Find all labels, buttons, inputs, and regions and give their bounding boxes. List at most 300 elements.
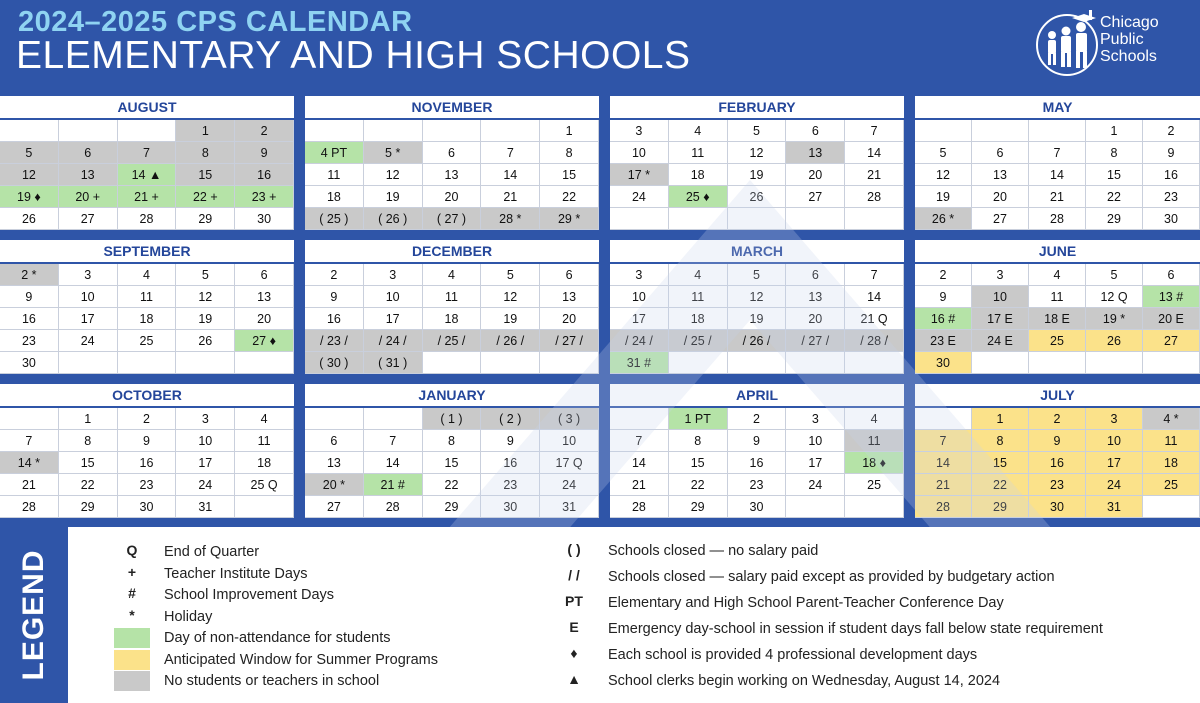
day-cell: 4 — [1029, 264, 1086, 286]
day-cell: 22 — [59, 474, 118, 496]
day-cell: 26 — [176, 330, 235, 352]
day-cell: 2 — [118, 408, 177, 430]
day-cell: 29 — [176, 208, 235, 230]
empty-cell — [0, 408, 59, 430]
day-cell: 26 — [1086, 330, 1143, 352]
legend-symbol: / / — [568, 567, 580, 583]
day-cell: 21 + — [118, 186, 177, 208]
day-cell: 30 — [1029, 496, 1086, 518]
day-cell: 15 — [176, 164, 235, 186]
day-cell: 3 — [610, 264, 669, 286]
month-header: MAY — [915, 96, 1200, 120]
logo-text-line: Chicago — [1100, 14, 1159, 31]
month-days — [610, 120, 904, 230]
day-cell: 17 Q — [540, 452, 599, 474]
day-cell: 16 — [481, 452, 540, 474]
day-cell: 4 — [423, 264, 482, 286]
day-cell: 12 — [176, 286, 235, 308]
day-cell: 4 — [235, 408, 294, 430]
day-cell: 21 — [610, 474, 669, 496]
day-cell: 13 — [540, 286, 599, 308]
day-cell: 24 — [59, 330, 118, 352]
day-cell: ( 26 ) — [364, 208, 423, 230]
day-cell: 7 — [845, 120, 904, 142]
day-cell: 20 E — [1143, 308, 1200, 330]
day-cell: 11 — [423, 286, 482, 308]
logo-text-line: Schools — [1100, 48, 1157, 65]
month-days — [305, 120, 599, 230]
day-cell: 9 — [1143, 142, 1200, 164]
day-cell: 27 — [972, 208, 1029, 230]
day-cell: 21 — [0, 474, 59, 496]
month-header: DECEMBER — [305, 240, 599, 264]
day-cell: 28 — [364, 496, 423, 518]
day-cell: 23 — [0, 330, 59, 352]
day-cell: 27 ♦ — [235, 330, 294, 352]
month-days — [610, 264, 904, 374]
day-cell: 24 — [176, 474, 235, 496]
day-cell: 8 — [1086, 142, 1143, 164]
day-cell: 3 — [364, 264, 423, 286]
day-cell: 14 — [610, 452, 669, 474]
day-cell: 8 — [176, 142, 235, 164]
empty-cell — [786, 352, 845, 374]
day-cell: 14 — [845, 142, 904, 164]
day-cell: 7 — [845, 264, 904, 286]
day-cell: 16 — [1029, 452, 1086, 474]
legend-label: School Improvement Days — [164, 587, 335, 603]
day-cell: 17 — [59, 308, 118, 330]
day-cell: 27 — [1143, 330, 1200, 352]
day-cell: 22 — [669, 474, 728, 496]
day-cell: 6 — [786, 264, 845, 286]
day-cell: 25 ♦ — [669, 186, 728, 208]
day-cell: 26 — [0, 208, 59, 230]
month-days — [305, 408, 599, 518]
day-cell: 18 — [118, 308, 177, 330]
legend-label: Day of non-attendance for students — [164, 630, 391, 646]
day-cell: 21 — [481, 186, 540, 208]
empty-cell — [972, 120, 1029, 142]
legend-label: Schools closed — no salary paid — [608, 543, 819, 559]
legend-label: Each school is provided 4 professional development days — [608, 647, 978, 663]
day-cell: 16 — [728, 452, 787, 474]
empty-cell — [481, 120, 540, 142]
empty-cell — [972, 352, 1029, 374]
day-cell: 24 — [610, 186, 669, 208]
day-cell: 1 — [176, 120, 235, 142]
day-cell: 21 Q — [845, 308, 904, 330]
day-cell: 6 — [540, 264, 599, 286]
day-cell: 17 — [176, 452, 235, 474]
empty-cell — [1143, 496, 1200, 518]
day-cell: 6 — [305, 430, 364, 452]
day-cell: 9 — [915, 286, 972, 308]
calendar-title: 2024–2025 CPS CALENDAR — [18, 6, 413, 38]
month-october — [0, 384, 294, 518]
day-cell: 23 + — [235, 186, 294, 208]
empty-cell — [364, 120, 423, 142]
day-cell: 11 — [1143, 430, 1200, 452]
empty-cell — [176, 352, 235, 374]
month-june — [915, 240, 1200, 374]
empty-cell — [118, 120, 177, 142]
legend-swatch-green — [114, 628, 150, 648]
day-cell: 12 — [481, 286, 540, 308]
day-cell: 31 — [1086, 496, 1143, 518]
day-cell: 28 — [845, 186, 904, 208]
header-banner — [0, 0, 1200, 94]
day-cell: 22 + — [176, 186, 235, 208]
day-cell: 24 — [786, 474, 845, 496]
legend-label: End of Quarter — [164, 544, 260, 560]
day-cell: 13 — [972, 164, 1029, 186]
empty-cell — [305, 408, 364, 430]
month-july — [915, 384, 1200, 518]
legend-label: Elementary and High School Parent-Teacher Conference Day — [608, 595, 1004, 611]
day-cell: 11 — [1029, 286, 1086, 308]
day-cell: 12 Q — [1086, 286, 1143, 308]
day-cell: 27 — [786, 186, 845, 208]
empty-cell — [669, 352, 728, 374]
month-days — [0, 120, 294, 230]
day-cell: 9 — [0, 286, 59, 308]
day-cell: 31 — [176, 496, 235, 518]
day-cell: 17 E — [972, 308, 1029, 330]
empty-cell — [786, 208, 845, 230]
day-cell: 17 * — [610, 164, 669, 186]
day-cell: 29 — [972, 496, 1029, 518]
empty-cell — [118, 352, 177, 374]
day-cell: 4 * — [1143, 408, 1200, 430]
calendar-subtitle: ELEMENTARY AND HIGH SCHOOLS — [16, 34, 691, 77]
day-cell: 20 — [786, 164, 845, 186]
day-cell: 29 * — [540, 208, 599, 230]
day-cell: 10 — [610, 286, 669, 308]
day-cell: 10 — [610, 142, 669, 164]
empty-cell — [1086, 352, 1143, 374]
empty-cell — [610, 208, 669, 230]
day-cell: 22 — [972, 474, 1029, 496]
month-header: APRIL — [610, 384, 904, 408]
day-cell: 1 — [1086, 120, 1143, 142]
day-cell: 1 — [972, 408, 1029, 430]
day-cell: 2 — [1143, 120, 1200, 142]
empty-cell — [481, 352, 540, 374]
legend-symbol: # — [128, 585, 136, 601]
empty-cell — [915, 120, 972, 142]
empty-cell — [59, 352, 118, 374]
day-cell: 18 — [669, 164, 728, 186]
day-cell: 19 — [364, 186, 423, 208]
day-cell: 25 — [1143, 474, 1200, 496]
day-cell: 30 — [915, 352, 972, 374]
day-cell: 26 * — [915, 208, 972, 230]
day-cell: 9 — [728, 430, 787, 452]
empty-cell — [0, 120, 59, 142]
empty-cell — [728, 352, 787, 374]
day-cell: 5 — [915, 142, 972, 164]
day-cell: 19 — [728, 164, 787, 186]
day-cell: 5 — [481, 264, 540, 286]
day-cell: 15 — [540, 164, 599, 186]
day-cell: ( 2 ) — [481, 408, 540, 430]
day-cell: 17 — [786, 452, 845, 474]
day-cell: 20 — [423, 186, 482, 208]
day-cell: 14 — [481, 164, 540, 186]
day-cell: / 24 / — [610, 330, 669, 352]
day-cell: 7 — [364, 430, 423, 452]
day-cell: 13 # — [1143, 286, 1200, 308]
day-cell: 2 — [915, 264, 972, 286]
month-days — [610, 408, 904, 518]
legend-label: Holiday — [164, 608, 213, 625]
day-cell: 3 — [59, 264, 118, 286]
day-cell: 18 — [305, 186, 364, 208]
day-cell: / 25 / — [423, 330, 482, 352]
month-header: SEPTEMBER — [0, 240, 294, 264]
day-cell: 13 — [423, 164, 482, 186]
day-cell: 13 — [235, 286, 294, 308]
day-cell: 4 — [669, 120, 728, 142]
empty-cell — [423, 352, 482, 374]
month-header: JULY — [915, 384, 1200, 408]
day-cell: 30 — [481, 496, 540, 518]
day-cell: 10 — [176, 430, 235, 452]
logo-text-line: Public — [1100, 31, 1144, 48]
day-cell: 16 # — [915, 308, 972, 330]
day-cell: 4 PT — [305, 142, 364, 164]
day-cell: 15 — [423, 452, 482, 474]
day-cell: 7 — [915, 430, 972, 452]
day-cell: / 23 / — [305, 330, 364, 352]
month-header: NOVEMBER — [305, 96, 599, 120]
day-cell: 25 — [1029, 330, 1086, 352]
day-cell: 20 — [972, 186, 1029, 208]
day-cell: 23 — [118, 474, 177, 496]
day-cell: 7 — [481, 142, 540, 164]
day-cell: 11 — [235, 430, 294, 452]
day-cell: 31 — [540, 496, 599, 518]
day-cell: 5 * — [364, 142, 423, 164]
day-cell: 2 — [1029, 408, 1086, 430]
day-cell: 20 * — [305, 474, 364, 496]
empty-cell — [845, 352, 904, 374]
day-cell: 25 Q — [235, 474, 294, 496]
day-cell: 18 — [669, 308, 728, 330]
month-september — [0, 240, 294, 374]
day-cell: 10 — [972, 286, 1029, 308]
day-cell: 1 PT — [669, 408, 728, 430]
day-cell: ( 31 ) — [364, 352, 423, 374]
day-cell: 14 — [364, 452, 423, 474]
empty-cell — [669, 208, 728, 230]
day-cell: 22 — [423, 474, 482, 496]
day-cell: 11 — [669, 286, 728, 308]
day-cell: 14 — [915, 452, 972, 474]
day-cell: 30 — [1143, 208, 1200, 230]
day-cell: 18 E — [1029, 308, 1086, 330]
month-january — [305, 384, 599, 518]
day-cell: ( 1 ) — [423, 408, 482, 430]
day-cell: 10 — [1086, 430, 1143, 452]
day-cell: 9 — [235, 142, 294, 164]
day-cell: 17 — [1086, 452, 1143, 474]
day-cell: 7 — [118, 142, 177, 164]
day-cell: 16 — [305, 308, 364, 330]
day-cell: 24 — [1086, 474, 1143, 496]
legend-label: Anticipated Window for Summer Programs — [164, 651, 438, 668]
day-cell: 2 — [728, 408, 787, 430]
day-cell: 8 — [972, 430, 1029, 452]
legend-label: School clerks begin working on Wednesday, August 14, 2024 — [608, 673, 1001, 689]
day-cell: 19 — [728, 308, 787, 330]
day-cell: 25 — [118, 330, 177, 352]
day-cell: 5 — [1086, 264, 1143, 286]
day-cell: 18 — [1143, 452, 1200, 474]
month-march — [610, 240, 904, 374]
day-cell: 8 — [540, 142, 599, 164]
day-cell: 8 — [669, 430, 728, 452]
day-cell: 28 — [0, 496, 59, 518]
empty-cell — [915, 408, 972, 430]
day-cell: 18 — [235, 452, 294, 474]
day-cell: 12 — [364, 164, 423, 186]
day-cell: 25 — [845, 474, 904, 496]
day-cell: 10 — [59, 286, 118, 308]
day-cell: 18 ♦ — [845, 452, 904, 474]
month-header: JUNE — [915, 240, 1200, 264]
day-cell: 19 * — [1086, 308, 1143, 330]
day-cell: 4 — [845, 408, 904, 430]
day-cell: 15 — [1086, 164, 1143, 186]
day-cell: 8 — [59, 430, 118, 452]
day-cell: 14 — [845, 286, 904, 308]
day-cell: 5 — [0, 142, 59, 164]
day-cell: 5 — [728, 264, 787, 286]
day-cell: 5 — [176, 264, 235, 286]
day-cell: 22 — [1086, 186, 1143, 208]
legend-symbol: ( ) — [567, 541, 581, 557]
day-cell: 27 — [305, 496, 364, 518]
day-cell: 12 — [915, 164, 972, 186]
empty-cell — [1143, 352, 1200, 374]
day-cell: 14 ▲ — [118, 164, 177, 186]
day-cell: 13 — [305, 452, 364, 474]
day-cell: / 24 / — [364, 330, 423, 352]
day-cell: 10 — [364, 286, 423, 308]
day-cell: 15 — [669, 452, 728, 474]
empty-cell — [423, 120, 482, 142]
legend-swatch-gray — [114, 671, 150, 691]
day-cell: 6 — [423, 142, 482, 164]
legend-side-label — [0, 527, 68, 703]
day-cell: 6 — [972, 142, 1029, 164]
day-cell: 6 — [786, 120, 845, 142]
day-cell: 7 — [610, 430, 669, 452]
day-cell: 29 — [423, 496, 482, 518]
day-cell: 21 — [915, 474, 972, 496]
day-cell: 3 — [1086, 408, 1143, 430]
day-cell: 20 — [540, 308, 599, 330]
day-cell: 30 — [235, 208, 294, 230]
day-cell: 9 — [481, 430, 540, 452]
day-cell: ( 25 ) — [305, 208, 364, 230]
empty-cell — [1029, 352, 1086, 374]
day-cell: 24 — [540, 474, 599, 496]
day-cell: 2 * — [0, 264, 59, 286]
empty-cell — [540, 352, 599, 374]
day-cell: 5 — [728, 120, 787, 142]
day-cell: 11 — [845, 430, 904, 452]
day-cell: 24 E — [972, 330, 1029, 352]
cps-logo — [1036, 8, 1186, 78]
month-august — [0, 96, 294, 230]
empty-cell — [845, 496, 904, 518]
day-cell: 11 — [669, 142, 728, 164]
day-cell: 20 — [235, 308, 294, 330]
day-cell: 16 — [0, 308, 59, 330]
day-cell: 27 — [59, 208, 118, 230]
day-cell: 17 — [364, 308, 423, 330]
cps-logo-icon — [1036, 8, 1098, 78]
legend-symbol: * — [129, 606, 135, 623]
day-cell: 8 — [423, 430, 482, 452]
empty-cell — [305, 120, 364, 142]
month-days — [0, 408, 294, 518]
day-cell: 11 — [118, 286, 177, 308]
day-cell: ( 30 ) — [305, 352, 364, 374]
day-cell: 29 — [1086, 208, 1143, 230]
month-days — [0, 264, 294, 374]
day-cell: / 25 / — [669, 330, 728, 352]
legend-label: Emergency day-school in session if student days fall below state requirement — [608, 621, 1103, 637]
month-days — [915, 408, 1200, 518]
month-days — [915, 264, 1200, 374]
empty-cell — [786, 496, 845, 518]
empty-cell — [1029, 120, 1086, 142]
day-cell: 28 — [1029, 208, 1086, 230]
legend-symbol: PT — [565, 593, 583, 609]
day-cell: 13 — [786, 142, 845, 164]
month-april — [610, 384, 904, 518]
legend-swatch-yellow — [114, 650, 150, 670]
day-cell: 6 — [59, 142, 118, 164]
month-header: FEBRUARY — [610, 96, 904, 120]
day-cell: 11 — [305, 164, 364, 186]
day-cell: 6 — [1143, 264, 1200, 286]
month-days — [915, 120, 1200, 230]
month-header: MARCH — [610, 240, 904, 264]
day-cell: 28 — [118, 208, 177, 230]
day-cell: 28 — [915, 496, 972, 518]
empty-cell — [235, 496, 294, 518]
day-cell: 23 — [1029, 474, 1086, 496]
logo-wordmark — [1100, 14, 1159, 65]
day-cell: 30 — [728, 496, 787, 518]
day-cell: 6 — [235, 264, 294, 286]
day-cell: 16 — [235, 164, 294, 186]
day-cell: 12 — [728, 142, 787, 164]
day-cell: / 27 / — [540, 330, 599, 352]
month-header: JANUARY — [305, 384, 599, 408]
day-cell: 19 ♦ — [0, 186, 59, 208]
day-cell: 3 — [786, 408, 845, 430]
day-cell: 19 — [915, 186, 972, 208]
day-cell: 9 — [305, 286, 364, 308]
day-cell: ( 3 ) — [540, 408, 599, 430]
day-cell: / 27 / — [786, 330, 845, 352]
